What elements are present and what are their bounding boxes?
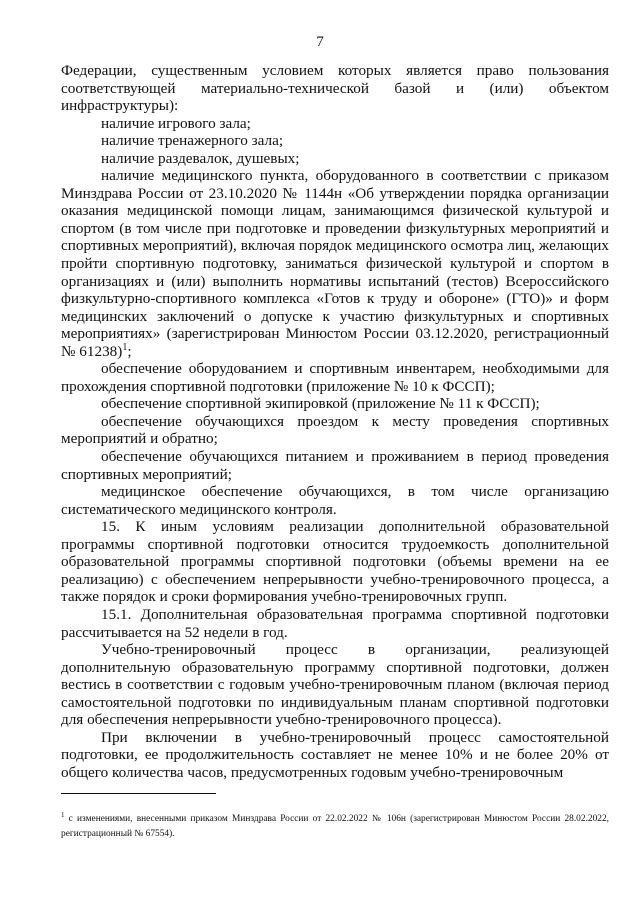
paragraph-medical-point xyxy=(61,167,609,360)
footnote-text: с изменениями, внесенными приказом Минздрава России от 22.02.2022 № 106н (зарегистрирован Минюстом России 28.02.2022, регистрационный № 67554). xyxy=(61,814,609,839)
paragraph-intro: Федерации, существенным условием которых является право пользования соответствующей материально-технической базой и (или) объектом инфраструктуры): xyxy=(61,62,609,115)
paragraph-equipment: обеспечение оборудованием и спортивным инвентарем, необходимыми для прохождения спортивной подготовки (приложение № 10 к ФССП); xyxy=(61,360,609,395)
footnote-divider xyxy=(61,793,216,794)
list-item-locker-rooms: наличие раздевалок, душевых; xyxy=(101,149,300,167)
footnote-ref-suffix: ; xyxy=(127,342,132,360)
paragraph-travel: обеспечение обучающихся проездом к месту проведения спортивных мероприятий и обратно; xyxy=(61,412,609,448)
footnote-mark: 1 xyxy=(61,810,65,819)
list-item-game-hall: наличие игрового зала; xyxy=(101,114,251,132)
list-item-gym: наличие тренажерного зала; xyxy=(101,132,284,150)
paragraph-self-training: При включении в учебно-тренировочный процесс самостоятельной подготовки, ее продолжительность составляет не менее 10% и не более 20% от общего количества часов, предусмотренных годовым учебно-тренировочным xyxy=(61,728,609,781)
paragraph-training-process: Учебно-тренировочный процесс в организации, реализующей дополнительную образовательную программу спортивной подготовки, должен вестись в соответствии с годовым учебно-тренировочным планом (включая период самостоятельной подготовки по индивидуальным планам спортивной подготовки для обеспечения непрерывности учебно-тренировочного процесса). xyxy=(61,641,609,729)
document-body xyxy=(61,62,609,781)
footnote-reference: 1 xyxy=(122,341,128,353)
page-number: 7 xyxy=(316,34,324,50)
paragraph-food-lodging: обеспечение обучающихся питанием и проживанием в период проведения спортивных мероприятий; xyxy=(61,448,609,483)
medical-point-text: наличие медицинского пункта, оборудованного в соответствии с приказом Минздрава России от 23.10.2020 № 1144н «Об утверждении порядка организации оказания медицинской помощи лицам, занимающимся физической культурой и спортом (в том числе при подготовке и проведении физкультурных мероприятий и спортивных мероприятий), включая порядок медицинского осмотра лиц, желающих пройти спортивную подготовку, заниматься физической культурой и спортом в организациях и (или) выполнить нормативы испытаний (тестов) Всероссийского физкультурно-спортивного комплекса «Готов к труду и обороне» (ГТО)» и форм медицинских заключений о допуске к участию физкультурных и спортивных мероприятиях» (зарегистрирован Минюстом России 03.12.2020, регистрационный № 61238) xyxy=(61,167,609,360)
paragraph-outfit: обеспечение спортивной экипировкой (приложение № 11 к ФССП); xyxy=(101,395,540,413)
paragraph-section-15-1: 15.1. Дополнительная образовательная программа спортивной подготовки рассчитывается на 52 недели в год. xyxy=(61,605,609,641)
paragraph-medical-control: медицинское обеспечение обучающихся, в том числе организацию систематического медицинского контроля. xyxy=(61,483,609,518)
footnote xyxy=(61,812,609,842)
paragraph-section-15: 15. К иным условиям реализации дополнительной образовательной программы спортивной подготовки относится трудоемкость дополнительной образовательной программы спортивной подготовки (объемы времени на ее реализацию) с обеспечением непрерывности учебно-тренировочного процесса, а также порядок и сроки формирования учебно-тренировочных групп. xyxy=(61,518,609,606)
